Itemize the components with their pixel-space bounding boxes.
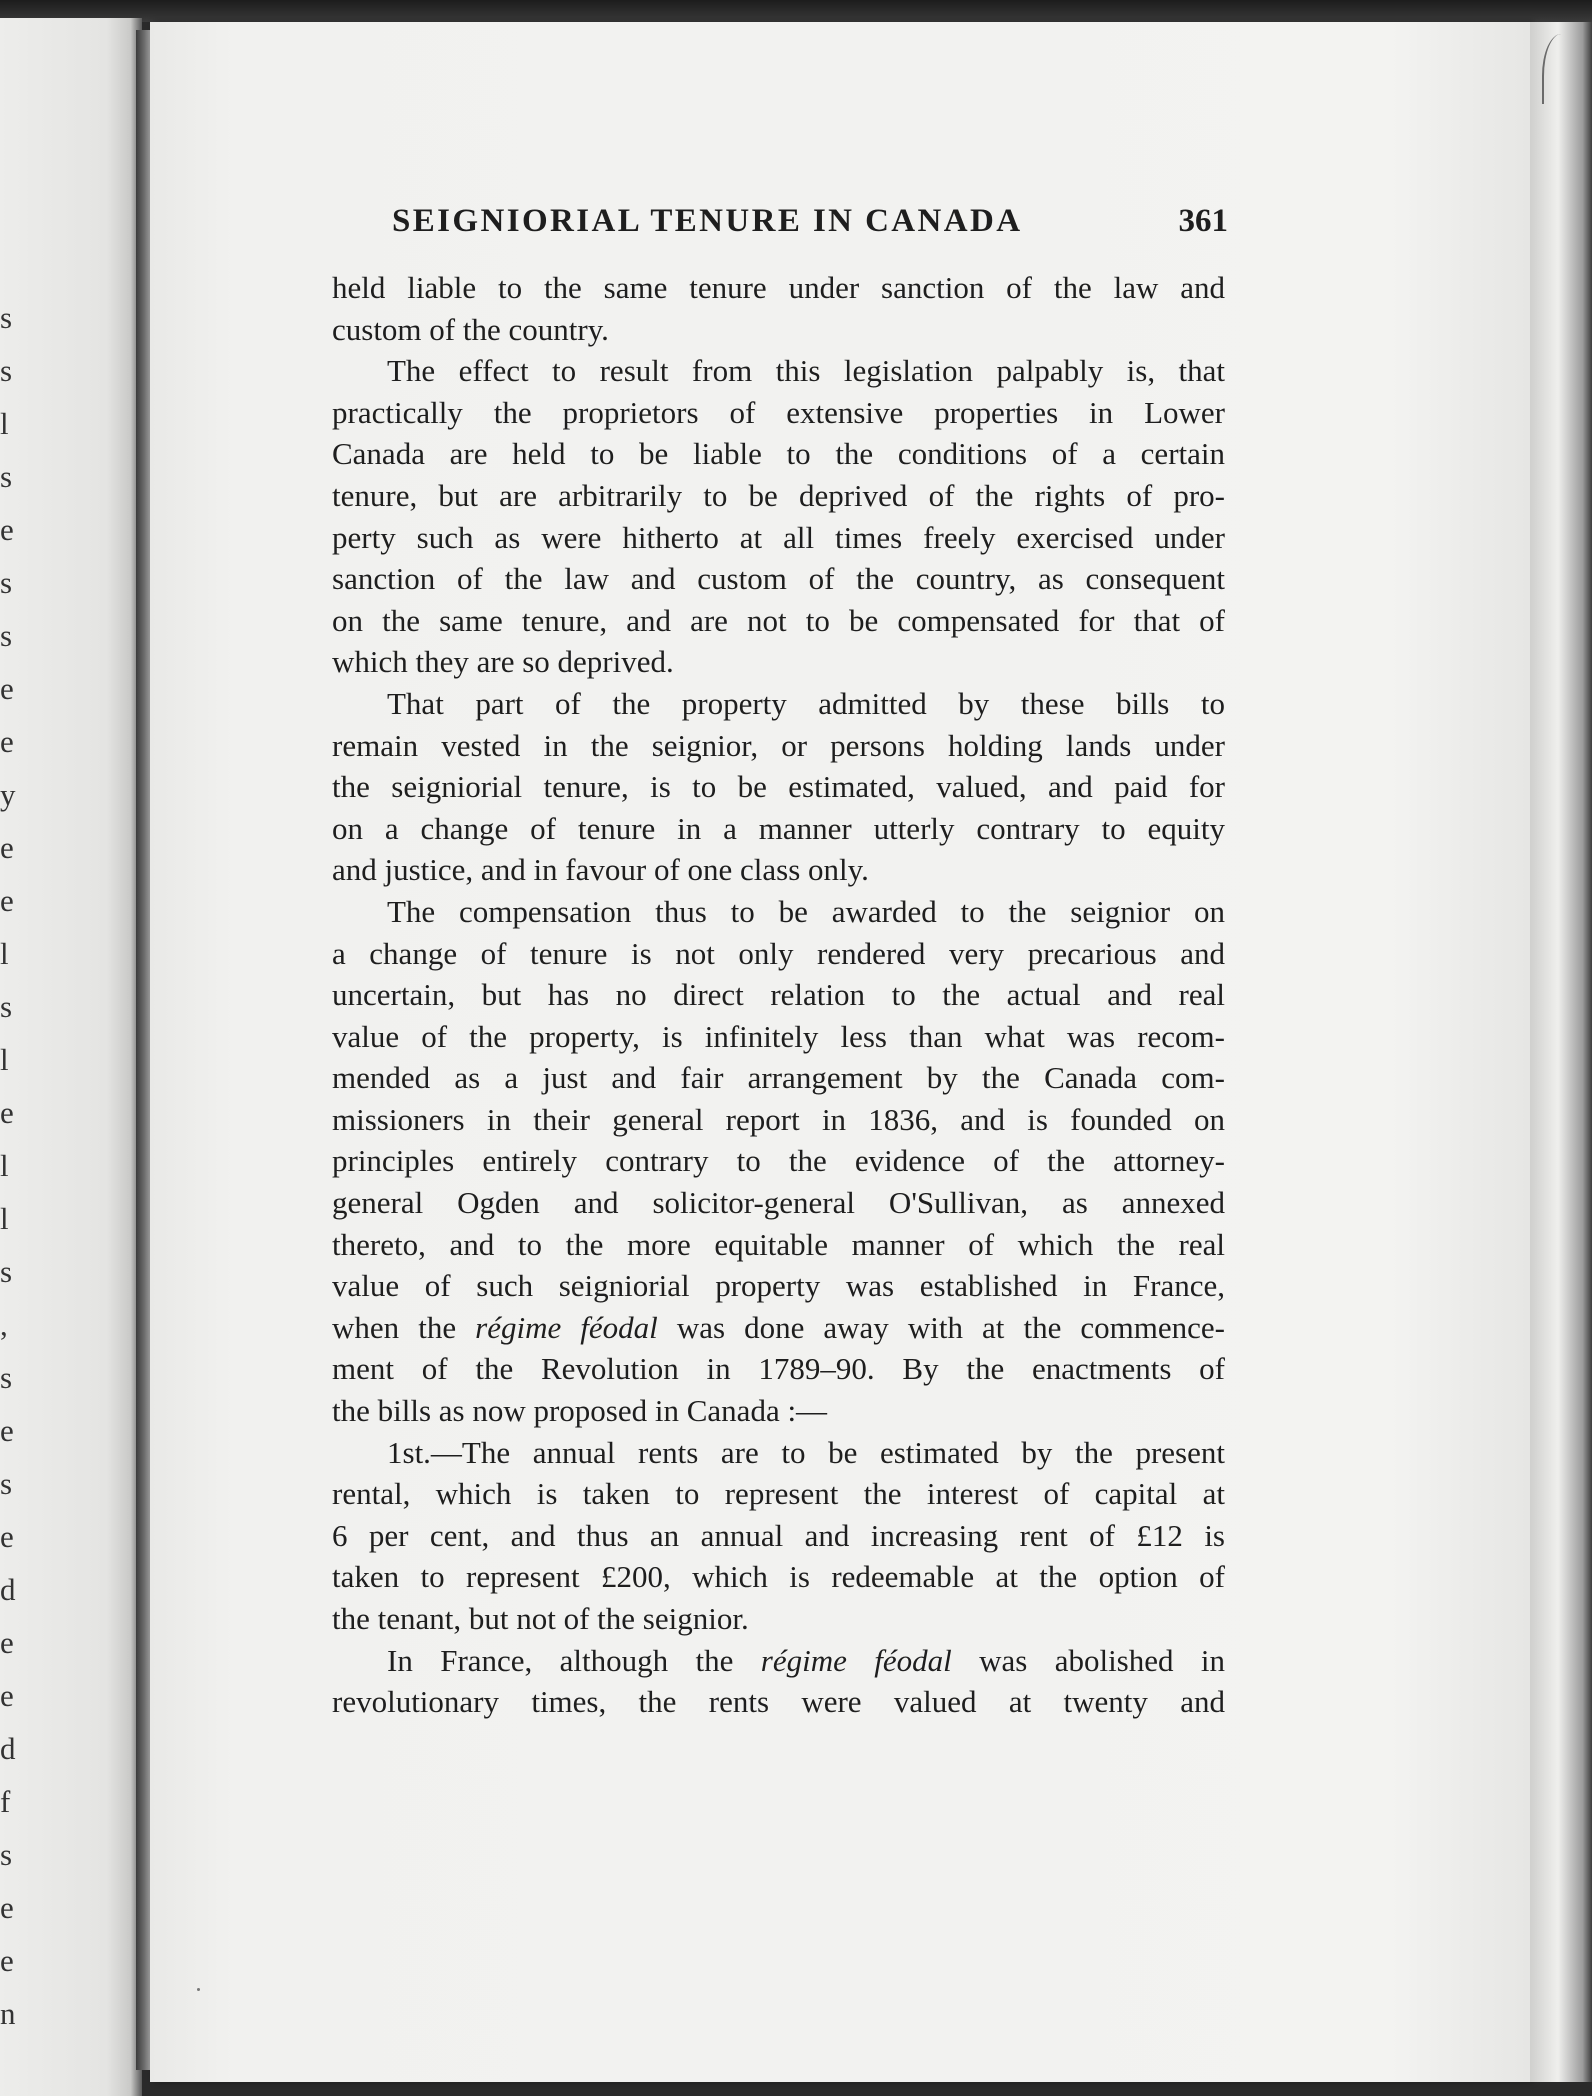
margin-char: e — [0, 830, 14, 865]
body-text — [332, 267, 1225, 1723]
italic-phrase: régime féodal — [760, 1642, 952, 1678]
text-line: general Ogden and solicitor-general O'Sullivan, as annexed — [332, 1185, 1225, 1221]
margin-char: s — [0, 565, 13, 600]
paper-speck — [197, 1988, 200, 1991]
facing-page-edge — [0, 18, 142, 2096]
text-line: on the same tenure, and are not to be compensated for that of — [332, 602, 1225, 638]
margin-char: e — [0, 1890, 14, 1925]
scan-top-edge — [0, 0, 1592, 22]
text-line: 1st.—The annual rents are to be estimated by the present — [387, 1434, 1225, 1470]
running-header — [392, 203, 1228, 255]
text-line: The effect to result from this legislation palpably is, that — [387, 353, 1225, 389]
text-line: Canada are held to be liable to the conditions of a certain — [332, 436, 1225, 472]
italic-phrase: régime féodal — [475, 1309, 658, 1345]
margin-char: n — [0, 1996, 16, 2031]
margin-char: l — [0, 1148, 9, 1183]
margin-char: e — [0, 1519, 14, 1554]
text-line: practically the proprietors of extensive properties in Lower — [332, 394, 1225, 430]
margin-char: l — [0, 1201, 9, 1236]
book-gutter — [136, 30, 150, 2070]
page-curl — [1542, 34, 1574, 104]
margin-char: s — [0, 1837, 13, 1872]
margin-char: l — [0, 406, 9, 441]
margin-char: s — [0, 300, 13, 335]
running-title: SEIGNIORIAL TENURE IN CANADA — [392, 203, 1023, 239]
margin-char: f — [0, 1784, 11, 1819]
text-line: tenure, but are arbitrarily to be deprived of the rights of pro- — [332, 477, 1225, 513]
text-line: and justice, and in favour of one class only. — [332, 852, 869, 888]
text-line: when the régime féodal was done away with at the commence- — [332, 1309, 1225, 1345]
text-line: taken to represent £200, which is redeemable at the option of — [332, 1559, 1225, 1595]
margin-char: s — [0, 1360, 13, 1395]
text-line: That part of the property admitted by these bills to — [387, 685, 1225, 721]
text-line: custom of the country. — [332, 311, 609, 347]
margin-char: s — [0, 353, 13, 388]
text-line: missioners in their general report in 1836, and is founded on — [332, 1101, 1225, 1137]
text-line: the bills as now proposed in Canada :— — [332, 1393, 828, 1429]
margin-char: e — [0, 512, 14, 547]
text-line: the seigniorial tenure, is to be estimated, valued, and paid for — [332, 769, 1225, 805]
margin-char: , — [0, 1307, 8, 1342]
margin-char: e — [0, 671, 14, 706]
text-line: perty such as were hitherto at all times freely exercised under — [332, 519, 1225, 555]
text-line: thereto, and to the more equitable manner of which the real — [332, 1226, 1225, 1262]
text-line: which they are so deprived. — [332, 644, 674, 680]
margin-char: e — [0, 1678, 14, 1713]
text-line: mended as a just and fair arrangement by the Canada com- — [332, 1060, 1225, 1096]
text-line: In France, although the régime féodal was abolished in — [387, 1642, 1225, 1678]
margin-char: d — [0, 1572, 16, 1607]
margin-char: s — [0, 1254, 13, 1289]
margin-char: s — [0, 459, 13, 494]
margin-char: e — [0, 1413, 14, 1448]
margin-char: d — [0, 1731, 16, 1766]
margin-char: e — [0, 883, 14, 918]
margin-char: y — [0, 777, 16, 812]
margin-char: s — [0, 618, 13, 653]
text-line: revolutionary times, the rents were valued at twenty and — [332, 1684, 1225, 1720]
margin-char: s — [0, 1466, 13, 1501]
text-line: uncertain, but has no direct relation to the actual and real — [332, 977, 1225, 1013]
text-line: remain vested in the seignior, or persons holding lands under — [332, 727, 1225, 763]
text-line: sanction of the law and custom of the country, as consequent — [332, 561, 1225, 597]
text-line: a change of tenure is not only rendered very precarious and — [332, 935, 1225, 971]
margin-char: e — [0, 1625, 14, 1660]
text-line: 6 per cent, and thus an annual and increasing rent of £12 is — [332, 1517, 1225, 1553]
margin-char: e — [0, 1943, 14, 1978]
margin-char: s — [0, 989, 13, 1024]
text-line: The compensation thus to be awarded to the seignior on — [387, 893, 1225, 929]
text-line: principles entirely contrary to the evidence of the attorney- — [332, 1143, 1225, 1179]
text-line: the tenant, but not of the seignior. — [332, 1601, 749, 1636]
text-line: value of such seigniorial property was established in France, — [332, 1268, 1225, 1304]
margin-char: e — [0, 724, 14, 759]
margin-char: e — [0, 1095, 14, 1130]
text-line: ment of the Revolution in 1789–90. By the enactments of — [332, 1351, 1225, 1387]
text-line: rental, which is taken to represent the interest of capital at — [332, 1476, 1225, 1512]
text-line: on a change of tenure in a manner utterly contrary to equity — [332, 810, 1225, 846]
text-line: value of the property, is infinitely less than what was recom- — [332, 1018, 1225, 1054]
text-line: held liable to the same tenure under sanction of the law and — [332, 270, 1225, 305]
margin-char: l — [0, 936, 9, 971]
page-number: 361 — [1178, 203, 1228, 239]
margin-char: l — [0, 1042, 9, 1077]
page-edge-right — [1530, 22, 1592, 2082]
